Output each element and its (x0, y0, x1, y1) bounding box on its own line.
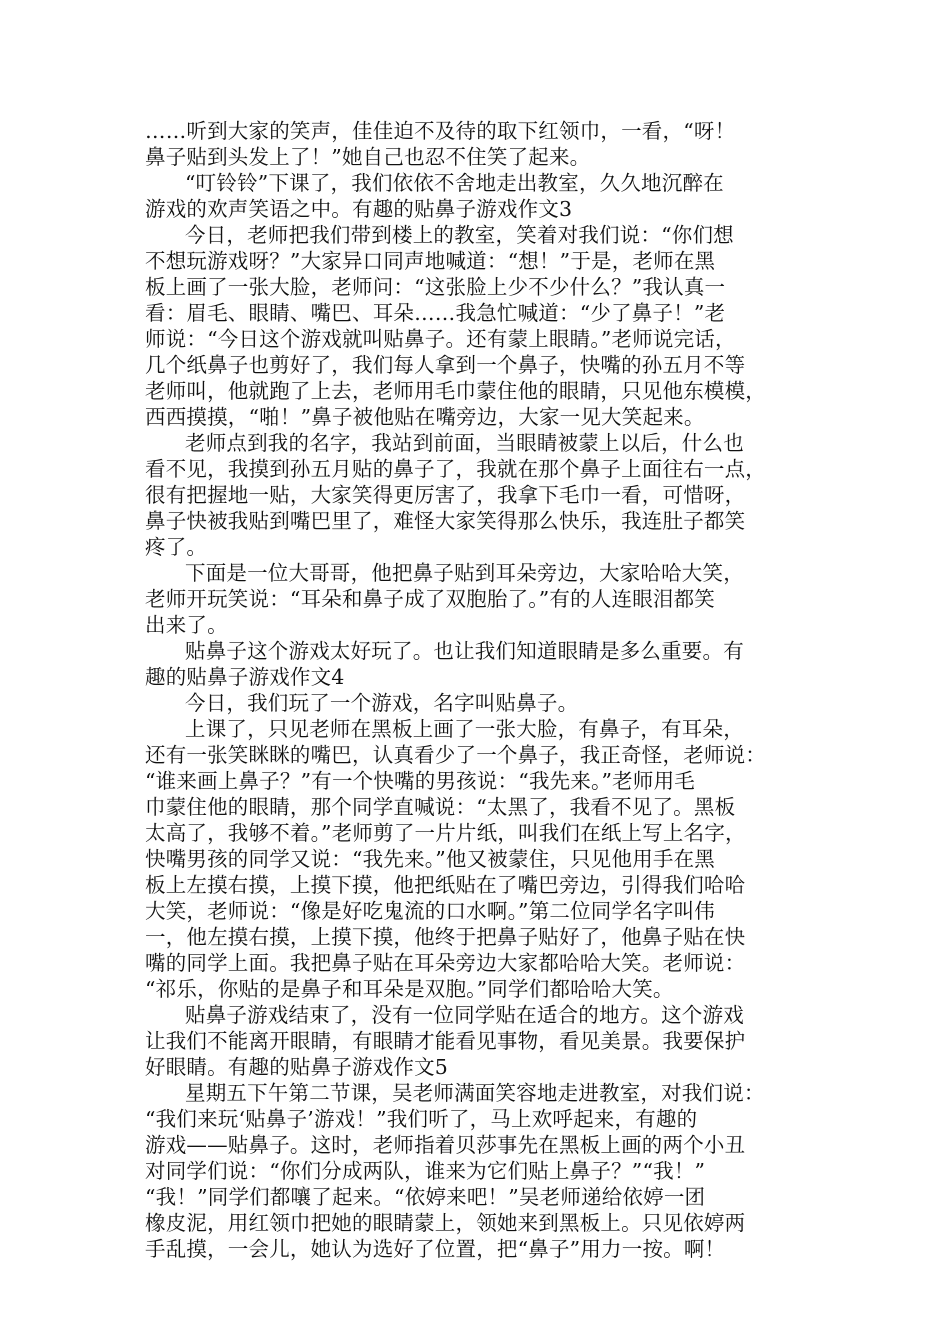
text-line: 老师叫，他就跑了上去，老师用毛巾蒙住他的眼睛，只见他东模模， (145, 379, 766, 403)
text-line: “叮铃铃”下课了，我们依依不舍地走出教室，久久地沉醉在 (185, 171, 724, 195)
text-line: 手乱摸，一会儿，她认为选好了位置，把“鼻子”用力一按。啊！ (145, 1237, 726, 1261)
text-line: 出来了。 (145, 613, 228, 637)
text-line: 星期五下午第二节课，吴老师满面笑容地走进教室，对我们说： (185, 1081, 765, 1105)
text-line: 下面是一位大哥哥，他把鼻子贴到耳朵旁边，大家哈哈大笑， (185, 561, 744, 585)
text-line: ……听到大家的笑声，佳佳迫不及待的取下红领巾，一看，“呀！ (145, 119, 736, 143)
text-line: 不想玩游戏呀？”大家异口同声地喊道：“想！”于是，老师在黑 (145, 249, 716, 273)
text-line: 很有把握地一贴，大家笑得更厉害了，我拿下毛巾一看，可惜呀， (145, 483, 746, 507)
text-line: “谁来画上鼻子？”有一个快嘴的男孩说：“我先来。”老师用毛 (145, 769, 695, 793)
text-line: 游戏——贴鼻子。这时，老师指着贝莎事先在黑板上画的两个小丑 (145, 1133, 746, 1157)
text-line: 上课了，只见老师在黑板上画了一张大脸，有鼻子，有耳朵， (185, 717, 744, 741)
text-line: 趣的贴鼻子游戏作文4 (145, 665, 345, 689)
text-line: 对同学们说：“你们分成两队，谁来为它们贴上鼻子？”“我！” (145, 1159, 706, 1183)
text-line: 老师点到我的名字，我站到前面，当眼睛被蒙上以后，什么也 (185, 431, 744, 455)
text-line: 太高了，我够不着。”老师剪了一片片纸，叫我们在纸上写上名字， (145, 821, 746, 845)
text-line: 还有一张笑眯眯的嘴巴，认真看少了一个鼻子，我正奇怪，老师说： (145, 743, 766, 767)
text-line: 大笑，老师说：“像是好吃鬼流的口水啊。”第二位同学名字叫伟 (145, 899, 716, 923)
text-line: 看不见，我摸到孙五月贴的鼻子了，我就在那个鼻子上面往右一点， (145, 457, 766, 481)
text-line: “祁乐，你贴的是鼻子和耳朵是双胞。”同学们都哈哈大笑。 (145, 977, 674, 1001)
text-line: 好眼睛。有趣的贴鼻子游戏作文5 (145, 1055, 449, 1079)
text-line: 让我们不能离开眼睛，有眼睛才能看见事物，看见美景。我要保护 (145, 1029, 746, 1053)
text-line: 板上画了一张大脸，老师问：“这张脸上少不少什么？”我认真一 (145, 275, 726, 299)
text-line: 今日，我们玩了一个游戏，名字叫贴鼻子。 (185, 691, 579, 715)
text-line: 贴鼻子游戏结束了，没有一位同学贴在适合的地方。这个游戏 (185, 1003, 744, 1027)
text-line: 几个纸鼻子也剪好了，我们每人拿到一个鼻子，快嘴的孙五月不等 (145, 353, 746, 377)
text-line: 老师开玩笑说：“耳朵和鼻子成了双胞胎了。”有的人连眼泪都笑 (145, 587, 716, 611)
text-line: 嘴的同学上面。我把鼻子贴在耳朵旁边大家都哈哈大笑。老师说： (145, 951, 746, 975)
text-line: “我们来玩‘贴鼻子’游戏！”我们听了，马上欢呼起来，有趣的 (145, 1107, 698, 1131)
text-line: 贴鼻子这个游戏太好玩了。也让我们知道眼睛是多么重要。有 (185, 639, 744, 663)
document-body (145, 118, 825, 1262)
text-line: 快嘴男孩的同学又说：“我先来。”他又被蒙住，只见他用手在黑 (145, 847, 716, 871)
text-line: 疼了。 (145, 535, 208, 559)
text-line: 板上左摸右摸，上摸下摸，他把纸贴在了嘴巴旁边，引得我们哈哈 (145, 873, 746, 897)
text-line: 看：眉毛、眼睛、嘴巴、耳朵……我急忙喊道：“少了鼻子！”老 (145, 301, 726, 325)
text-line: 师说：“今日这个游戏就叫贴鼻子。还有蒙上眼睛。”老师说完话， (145, 327, 736, 351)
text-line: 游戏的欢声笑语之中。有趣的贴鼻子游戏作文3 (145, 197, 573, 221)
text-line: 鼻子快被我贴到嘴巴里了，难怪大家笑得那么快乐，我连肚子都笑 (145, 509, 746, 533)
text-line: 巾蒙住他的眼睛，那个同学直喊说：“太黑了，我看不见了。黑板 (145, 795, 736, 819)
text-line: 今日，老师把我们带到楼上的教室，笑着对我们说：“你们想 (185, 223, 734, 247)
text-line: “我！”同学们都嚷了起来。“依婷来吧！”吴老师递给依婷一团 (145, 1185, 706, 1209)
text-line: 橡皮泥，用红领巾把她的眼睛蒙上，领她来到黑板上。只见依婷两 (145, 1211, 746, 1235)
text-line: 西西摸摸，“啪！”鼻子被他贴在嘴旁边，大家一见大笑起来。 (145, 405, 705, 429)
text-line: 一，他左摸右摸，上摸下摸，他终于把鼻子贴好了，他鼻子贴在快 (145, 925, 746, 949)
text-line: 鼻子贴到头发上了！”她自己也忍不住笑了起来。 (145, 145, 591, 169)
